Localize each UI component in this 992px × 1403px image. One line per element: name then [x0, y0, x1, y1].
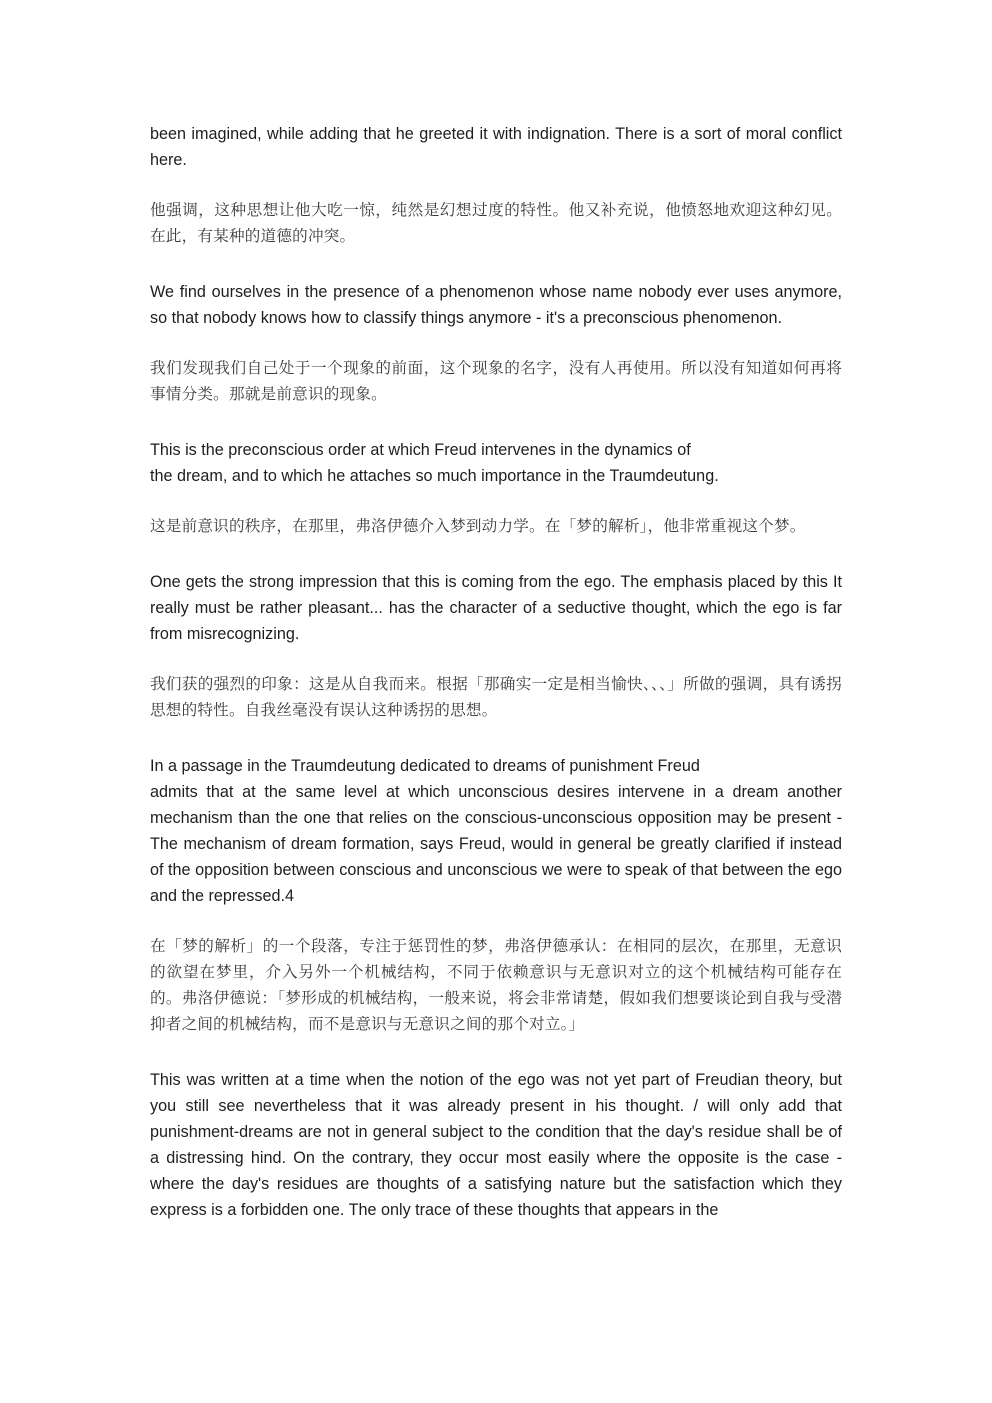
paragraph-line: the dream, and to which he attaches so much importance in the Traumdeutung.	[150, 467, 719, 485]
paragraph-en-5	[150, 753, 842, 909]
paragraph-en-1: been imagined, while adding that he greeted it with indignation. There is a sort of moral conflict here.	[150, 125, 842, 169]
paragraph-zh-4: 我们获的强烈的印象：这是从自我而来。根据「那确实一定是相当愉快、、、」所做的强调，具有诱拐思想的特性。自我丝毫没有误认这种诱拐的思想。	[150, 675, 842, 719]
paragraph-line: This is the preconscious order at which Freud intervenes in the dynamics of	[150, 441, 691, 459]
paragraph-en-6: This was written at a time when the notion of the ego was not yet part of Freudian theory, but you still see nevertheless that it was already present in his thought. / will only add that punishment-dreams are not in general subject to the condition that the day's residue shall be of a distressing hind. On the contrary, they occur most easily where the opposite is the case - where the day's residues are thoughts of a satisfying nature but the satisfaction which they express is a forbidden one. The only trace of these thoughts that appears in the	[150, 1071, 842, 1219]
paragraph-line: In a passage in the Traumdeutung dedicated to dreams of punishment Freud	[150, 757, 700, 775]
paragraph-zh-5: 在「梦的解析」的一个段落，专注于惩罚性的梦，弗洛伊德承认：在相同的层次，在那里，无意识的欲望在梦里，介入另外一个机械结构，不同于依赖意识与无意识对立的这个机械结构可能存在的。弗洛伊德说：「梦形成的机械结构，一般来说，将会非常请楚，假如我们想要谈论到自我与受潜抑者之间的机械结构，而不是意识与无意识之间的那个对立。」	[150, 937, 842, 1033]
paragraph-zh-3: 这是前意识的秩序，在那里，弗洛伊德介入梦到动力学。在「梦的解析」，他非常重视这个梦。	[150, 517, 806, 535]
paragraph-en-3	[150, 437, 842, 489]
paragraph-en-2: We find ourselves in the presence of a phenomenon whose name nobody ever uses anymore, so that nobody knows how to classify things anymore - it's a preconscious phenomenon.	[150, 283, 842, 327]
paragraph-line: admits that at the same level at which unconscious desires intervene in a dream another mechanism than the one that relies on the conscious-unconscious opposition may be present - The mechanism of dream formation, says Freud, would in general be greatly clarified if instead of the opposition between conscious and unconscious we were to speak of that between the ego and the repressed.4	[150, 783, 842, 905]
paragraph-en-4: One gets the strong impression that this is coming from the ego. The emphasis placed by this It really must be rather pleasant... has the character of a seductive thought, which the ego is far from misrecognizing.	[150, 573, 842, 643]
document-page	[150, 121, 842, 1223]
paragraph-zh-2: 我们发现我们自己处于一个现象的前面，这个现象的名字，没有人再使用。所以没有知道如何再将事情分类。那就是前意识的现象。	[150, 359, 842, 403]
paragraph-zh-1: 他强调，这种思想让他大吃一惊，纯然是幻想过度的特性。他又补充说，他愤怒地欢迎这种幻见。在此，有某种的道德的冲突。	[150, 201, 842, 245]
